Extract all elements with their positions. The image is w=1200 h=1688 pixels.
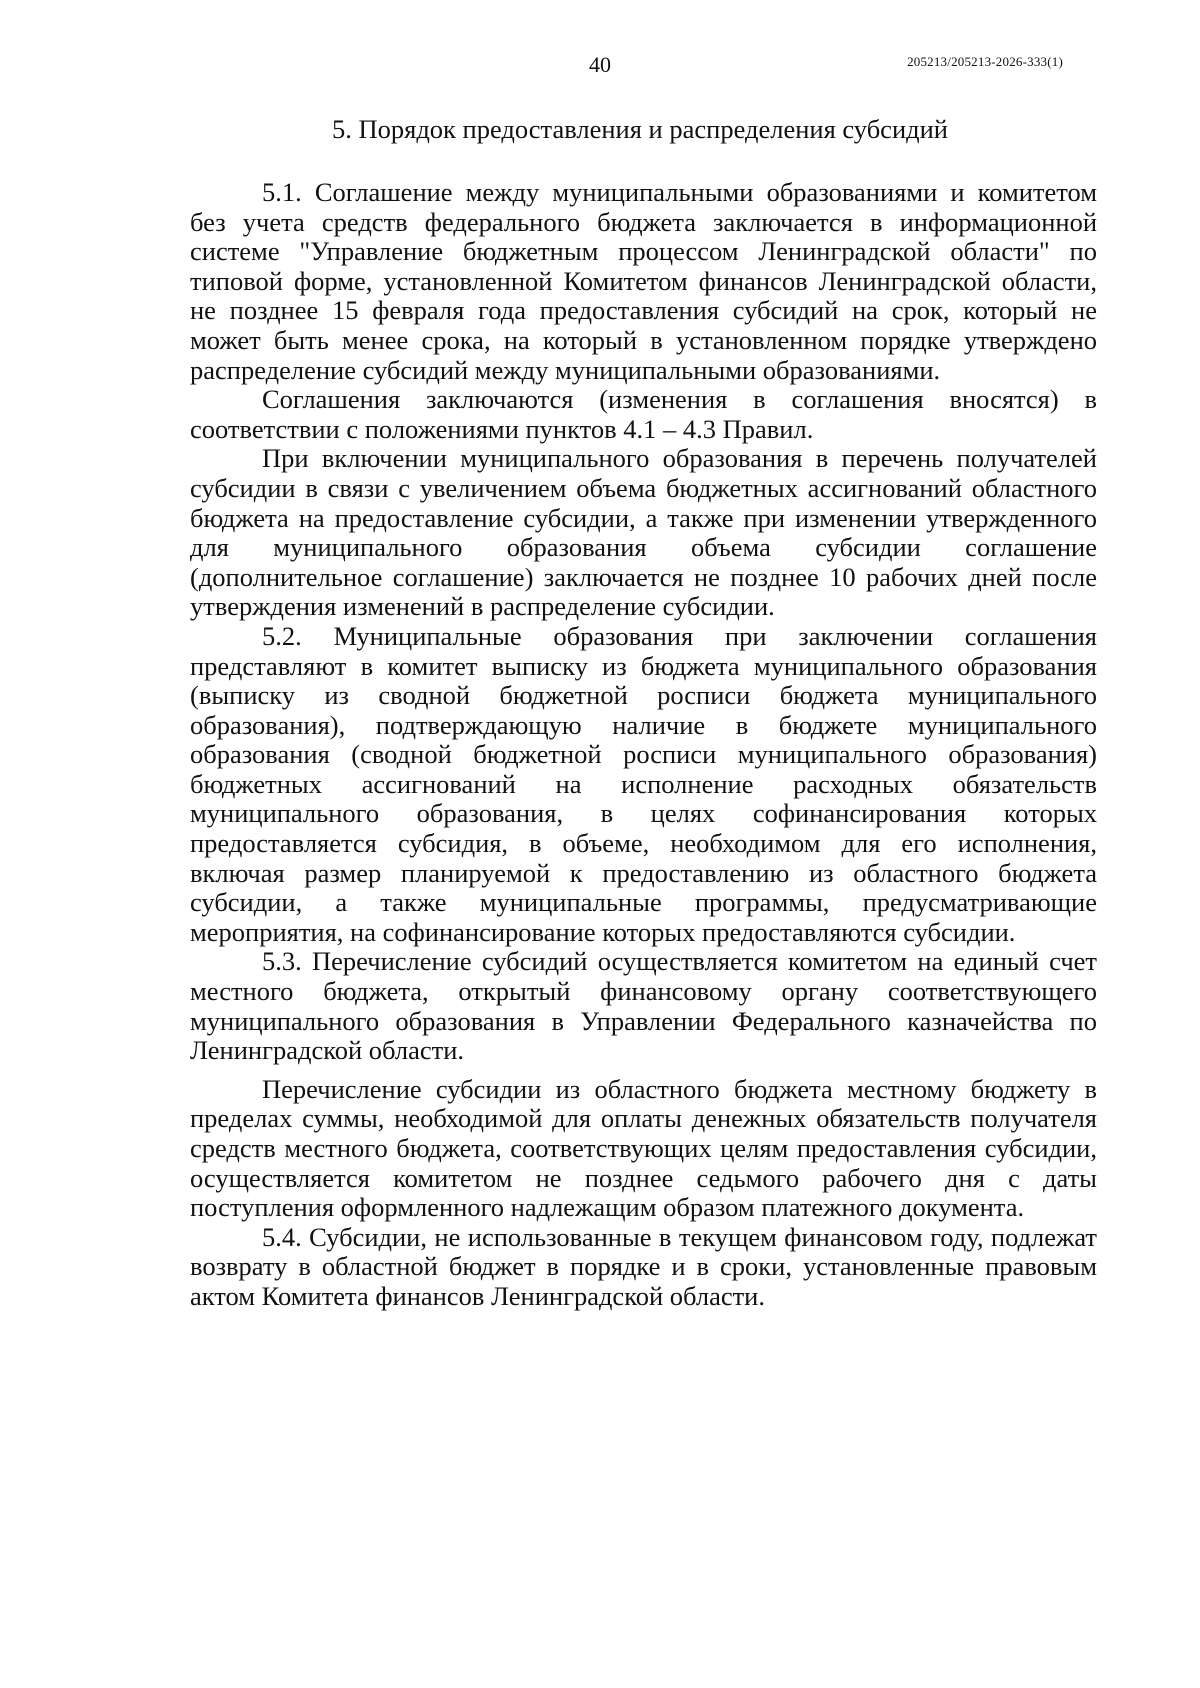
- section-title: 5. Порядок предоставления и распределения субсидий: [332, 114, 948, 144]
- body-text: [190, 178, 1097, 1312]
- paragraph-5-1: 5.1. Соглашение между муниципальными образованиями и комитетом без учета средств федерального бюджета заключается в информационной системе "Управление бюджетным процессом Ленинградской области" по типовой форме, установленной Комитетом финансов Ленинградской области, не позднее 15 февраля года предоставления субсидий на срок, который не может быть менее срока, на который в установленном порядке утверждено распределение субсидий между муниципальными образованиями.: [190, 177, 1097, 385]
- document-code: 205213/205213-2026-333(1): [907, 54, 1063, 69]
- paragraph-agreements: Соглашения заключаются (изменения в соглашения вносятся) в соответствии с положениями пунктов 4.1 – 4.3 Правил.: [190, 384, 1097, 444]
- page-number: 40: [589, 52, 611, 77]
- paragraph-5-2: 5.2. Муниципальные образования при заключении соглашения представляют в комитет выписку из бюджета муниципального образования (выписку из сводной бюджетной росписи бюджета муниципального образования), подтверждающую наличие в бюджете муниципального образования (сводной бюджетной росписи муниципального образования) бюджетных ассигнований на исполнение расходных обязательств муниципального образования, в целях софинансирования которых предоставляется субсидия, в объеме, необходимом для его исполнения, включая размер планируемой к предоставлению из областного бюджета субсидии, а также муниципальные программы, предусматривающие мероприятия, на софинансирование которых предоставляются субсидии.: [190, 620, 1097, 947]
- paragraph-5-4: 5.4. Субсидии, не использованные в текущем финансовом году, подлежат возврату в областной бюджет в порядке и в сроки, установленные правовым актом Комитета финансов Ленинградской области.: [190, 1221, 1097, 1311]
- paragraph-5-3: 5.3. Перечисление субсидий осуществляется комитетом на единый счет местного бюджета, открытый финансовому органу соответствующего муниципального образования в Управлении Федерального казначейства по Ленинградской области.: [190, 946, 1097, 1066]
- paragraph-inclusion: При включении муниципального образования в перечень получателей субсидии в связи с увеличением объема бюджетных ассигнований областного бюджета на предоставление субсидии, а также при изменении утвержденного для муниципального образования объема субсидии соглашение (дополнительное соглашение) заключается не позднее 10 рабочих дней после утверждения изменений в распределение субсидии.: [190, 443, 1097, 622]
- paragraph-transfer: Перечисление субсидии из областного бюджета местному бюджету в пределах суммы, необходимой для оплаты денежных обязательств получателя средств местного бюджета, соответствующих целям предоставления субсидии, осуществляется комитетом не позднее седьмого рабочего дня с даты поступления оформленного надлежащим образом платежного документа.: [190, 1073, 1097, 1223]
